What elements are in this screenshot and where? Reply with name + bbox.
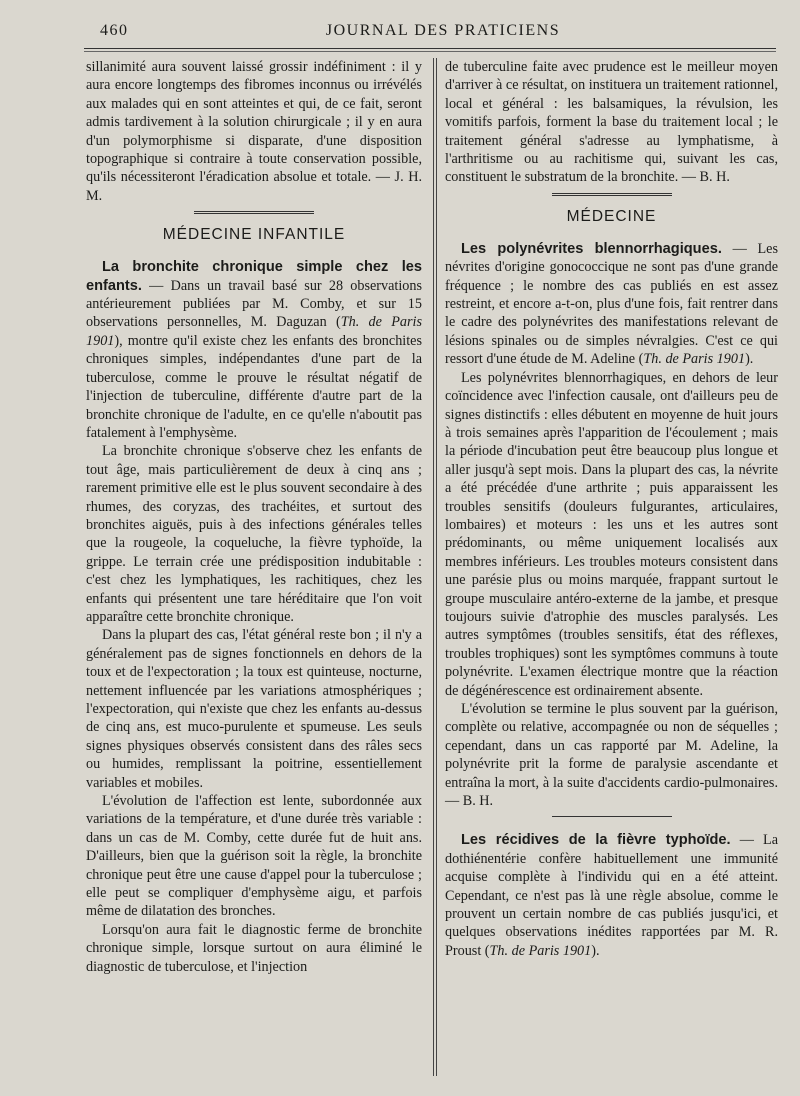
polynevrites-paragraph-3: L'évolution se termine le plus souvent par la guérison, complète ou relative, accompagnée ou non de séquelles ; cependant, dans un cas rapporté par M. Adeline, la polynévrite prit la forme de paralysie ascendante et entraîna la mort, à la suite d'accidents cardio-pulmonaires. — B. H.: [445, 701, 778, 810]
left-continuation-paragraph: sillanimité aura souvent laissé grossir indéfiniment : il y aura encore longtemps des fibromes inconnus ou irrévélés aux malades qui en sont atteintes et qui, de ce fait, seront admis tardivement à la solution chirurgicale ; il y en aura d'un polymorphisme si disparate, d'une disposition topographique si contraire à toute conservation possible, qu'ils nécessiteront l'éradication absolue et totale. — J. H. M.: [86, 59, 422, 204]
typhoide-p1-text-a: — La dothiénentérie confère habituellement une immunité acquise complète à l'individu qui en a été atteint. Cependant, ce n'est pas là une règle absolue, comme le prouvent un certain nombre de cas publiés jusqu'ici, et quelques observations inédites rapportées par M. R. Proust (: [445, 832, 778, 959]
typhoide-p1-text-b: ).: [591, 942, 600, 959]
bronchite-paragraph-2: La bronchite chronique s'observe chez les enfants de tout âge, mais particulièrement de deux à cinq ans ; rarement primitive elle est le plus souvent secondaire à des rhumes, des coryzas, des trachéites, et surtout des bronchites aiguës, puis à des infections générales telles que la rougeole, la coqueluche, la fièvre typhoïde, la grippe. Le terrain crée une prédisposition indubitable : c'est chez les lymphatiques, les rachitiques, chez les enfants qui présentent une tare héréditaire que l'on voit apparaître cette bronchite chronique.: [86, 443, 422, 625]
header-rule-secondary: [84, 51, 776, 52]
header-rule: [84, 48, 776, 49]
article-title-bronchite: La bronchite chronique simple chez les enfants.: [86, 259, 422, 294]
right-continuation-paragraph: de tuberculine faite avec prudence est le meilleur moyen d'arriver à ce résultat, on instituera un traitement rationnel, local et général : les balsamiques, la révulsion, les vomitifs parfois, forment la base du traitement local ; le traitement général s'adresse au lymphatisme, à l'arthritisme ou au rachitisme qui, suivant les cas, constituent le substratum de la bronchite. — B. H.: [445, 59, 778, 186]
polynevrites-paragraph-1: [445, 240, 778, 369]
article-separator-rule: [552, 816, 672, 817]
page-number: 460: [100, 22, 129, 39]
journal-title: JOURNAL DES PRATICIENS: [325, 22, 561, 39]
right-column: [445, 58, 778, 960]
article-separator-rule: [552, 193, 672, 196]
bronchite-paragraph-3: Dans la plupart des cas, l'état général reste bon ; il n'y a généralement pas de signes fonctionnels en dehors de la toux et de l'expectoration ; la toux est quinteuse, nocturne, nettement influencée par les variations atmosphériques ; l'expectoration, qui n'existe que chez les enfants au-dessus de cinq ans, est muco-purulente et spumeuse. Les seuls signes physiques observés consistent dans des râles secs ou humides, remplissant la poitrine, essentiellement variables et mobiles.: [86, 627, 422, 791]
column-divider: [433, 58, 434, 1076]
bronchite-p1-text-a: — Dans un travail basé sur 28 observations antérieurement publiées par M. Comby, et sur 15 observations personnelles, M. Daguzan (: [86, 277, 422, 331]
bronchite-paragraph-4: L'évolution de l'affection est lente, subordonnée aux variations de la température, et d'une durée très variable : dans un cas de M. Comby, cette durée fut de huit ans. D'ailleurs, bien que la guérison soit la règle, la bronchite chronique peut être une cause d'appel pour la tuberculose ; elle peut se compliquer d'emphysème aigu, et parfois même de dilatation des bronches.: [86, 793, 422, 920]
article-title-polynevrites: Les polynévrites blennorrhagiques.: [461, 240, 722, 257]
bronchite-p1-text-b: ), montre qu'il existe chez les enfants des bronchites chroniques simples, indépendantes d'une part de la tuberculose, comme le prouve le résultat négatif de l'injection de tuberculine, différente d'autre part de la bronchite chronique de l'adulte, en ce qu'elle n'aboutit pas fatalement à l'emphysème.: [86, 332, 422, 441]
bronchite-p1-citation: Th. de Paris 1901: [86, 314, 422, 349]
polynevrites-p1-text-b: ).: [745, 351, 754, 368]
article-separator-rule: [194, 211, 314, 214]
typhoide-paragraph-1: [445, 831, 778, 960]
polynevrites-p1-citation: Th. de Paris 1901: [643, 351, 746, 368]
bronchite-paragraph-5: Lorsqu'on aura fait le diagnostic ferme de bronchite chronique simple, lorsque surtout on aura éliminé le diagnostic de tuberculose, et l'injection: [86, 921, 422, 975]
typhoide-p1-citation: Th. de Paris 1901: [489, 942, 592, 959]
polynevrites-paragraph-2: Les polynévrites blennorrhagiques, en dehors de leur coïncidence avec l'infection causale, ont d'ailleurs peu de signes distinctifs : elles débutent en moyenne de huit jours à trois semaines après l'apparition de l'écoulement ; mais la période d'incubation peut être beaucoup plus longue et aller jusqu'à sept mois. Dans la plupart des cas, la névrite a été précédée d'une arthrite ; puis apparaissent les troubles sensitifs (douleurs fulgurantes, articulaires, lombaires) et moteurs : les uns et les autres sont prédominants, ou même uniquement localisés aux membres inférieurs. Les troubles moteurs consistent dans une parésie plus ou moins marquée, frappant surtout le groupe musculaire antéro-externe de la jambe, et presque toujours suivie d'atrophie des muscles paralysés. Les autres symptômes (troubles sensitifs, état des réflexes, troubles trophiques) sont les symptômes communs à toute polynévrite. L'examen électrique montre que la réaction de dégénérescence est ordinairement absente.: [445, 369, 778, 699]
column-divider-secondary: [436, 58, 437, 1076]
article-spacer: [445, 821, 778, 831]
section-heading-medecine: MÉDECINE: [566, 207, 657, 225]
bronchite-paragraph-1: [86, 258, 422, 442]
section-heading-medecine-infantile: MÉDECINE INFANTILE: [162, 226, 346, 244]
running-head: [96, 22, 770, 44]
polynevrites-p1-text-a: — Les névrites d'origine gonococcique ne sont pas d'une grande fréquence ; le nombre des cas publiés en est assez restreint, et encore a-t-on, plus d'une fois, fait rentrer dans le cadre des polynévrites des manifestations relevant de lésions spinales ou de simples névralgies. C'est ce qui ressort d'une étude de M. Adeline (: [445, 240, 778, 368]
left-column: [86, 58, 422, 976]
article-title-typhoide: Les récidives de la fièvre typhoïde.: [461, 832, 731, 849]
